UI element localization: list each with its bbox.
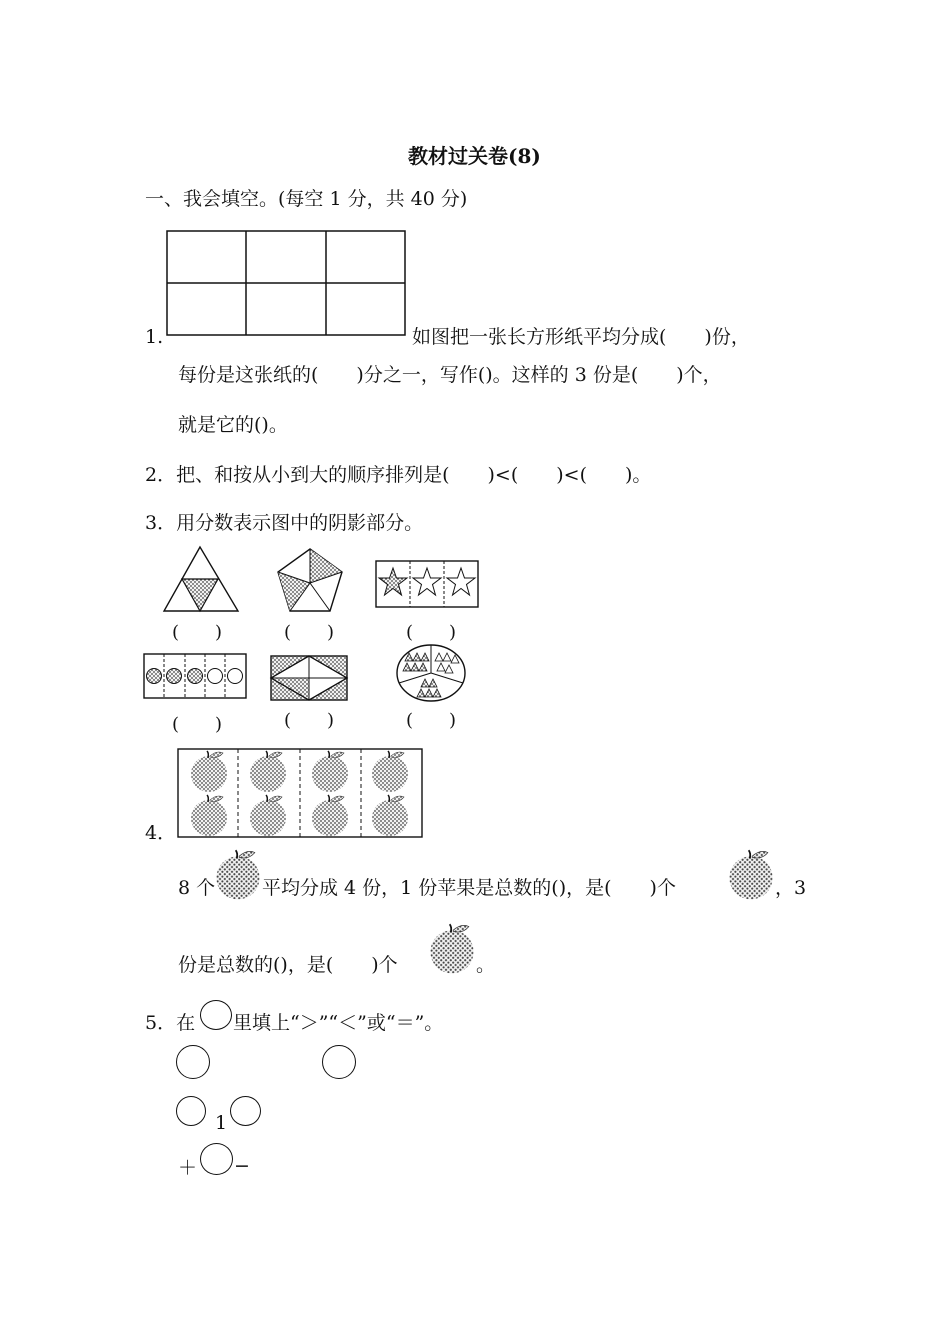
q1-line3: 就是它的()。 (178, 414, 288, 436)
triangle-figure (162, 545, 240, 613)
q4-seg5: 。 (476, 954, 496, 976)
q3-answer-blank-1[interactable]: ( ) (172, 622, 223, 643)
q5-row3-number: 1 (215, 1112, 228, 1134)
q3-answer-blank-3[interactable]: ( ) (406, 622, 457, 643)
q1-number: 1. (145, 326, 164, 348)
q4-seg3: ，3 (775, 877, 807, 899)
q3-text: 3．用分数表示图中的阴影部分。 (145, 512, 424, 534)
q5-seg2: 里填上“＞”“＜”或“＝”。 (233, 1012, 444, 1034)
q1-rectangle-figure (166, 230, 408, 338)
page-title: 教材过关卷(8) (408, 144, 541, 168)
q2-text: 2．把、和按从小到大的顺序排列是( )<( )<( )。 (145, 464, 652, 486)
pentagon-figure (276, 547, 344, 613)
q1-line2: 每份是这张纸的( )分之一，写作()。这样的 3 份是( )个， (178, 364, 722, 386)
section-heading: 一、我会填空。(每空 1 分，共 40 分) (145, 188, 468, 210)
compare-circle-input[interactable] (230, 1096, 261, 1126)
apple-icon (428, 923, 478, 971)
circles-figure (143, 653, 247, 699)
oval-triangles-figure (395, 643, 467, 703)
q5-minus-sign: − (234, 1155, 250, 1177)
compare-circle-icon (200, 1000, 232, 1030)
apple-icon (214, 849, 264, 897)
q4-seg4: 份是总数的()，是( )个 (178, 954, 398, 976)
q4-seg2: 平均分成 4 份，1 份苹果是总数的()，是( )个 (262, 877, 676, 899)
q4-seg1: 8 个 (178, 877, 216, 899)
compare-circle-input[interactable] (200, 1143, 233, 1175)
q1-line1: 如图把一张长方形纸平均分成( )份， (412, 326, 750, 348)
q3-answer-blank-6[interactable]: ( ) (406, 710, 457, 731)
compare-circle-input[interactable] (176, 1045, 210, 1079)
q4-number: 4． (145, 822, 177, 844)
apple-icon (727, 849, 777, 897)
q3-answer-blank-5[interactable]: ( ) (284, 710, 335, 731)
compare-circle-input[interactable] (176, 1096, 206, 1126)
q5-plus-sign: ＋ (178, 1157, 198, 1179)
q3-answer-blank-2[interactable]: ( ) (284, 622, 335, 643)
apples-box-figure (177, 748, 423, 840)
diamond-rect-figure (270, 655, 348, 701)
compare-circle-input[interactable] (322, 1045, 356, 1079)
q5-seg1: 5．在 (145, 1012, 196, 1034)
stars-figure (375, 560, 479, 608)
q3-answer-blank-4[interactable]: ( ) (172, 714, 223, 735)
